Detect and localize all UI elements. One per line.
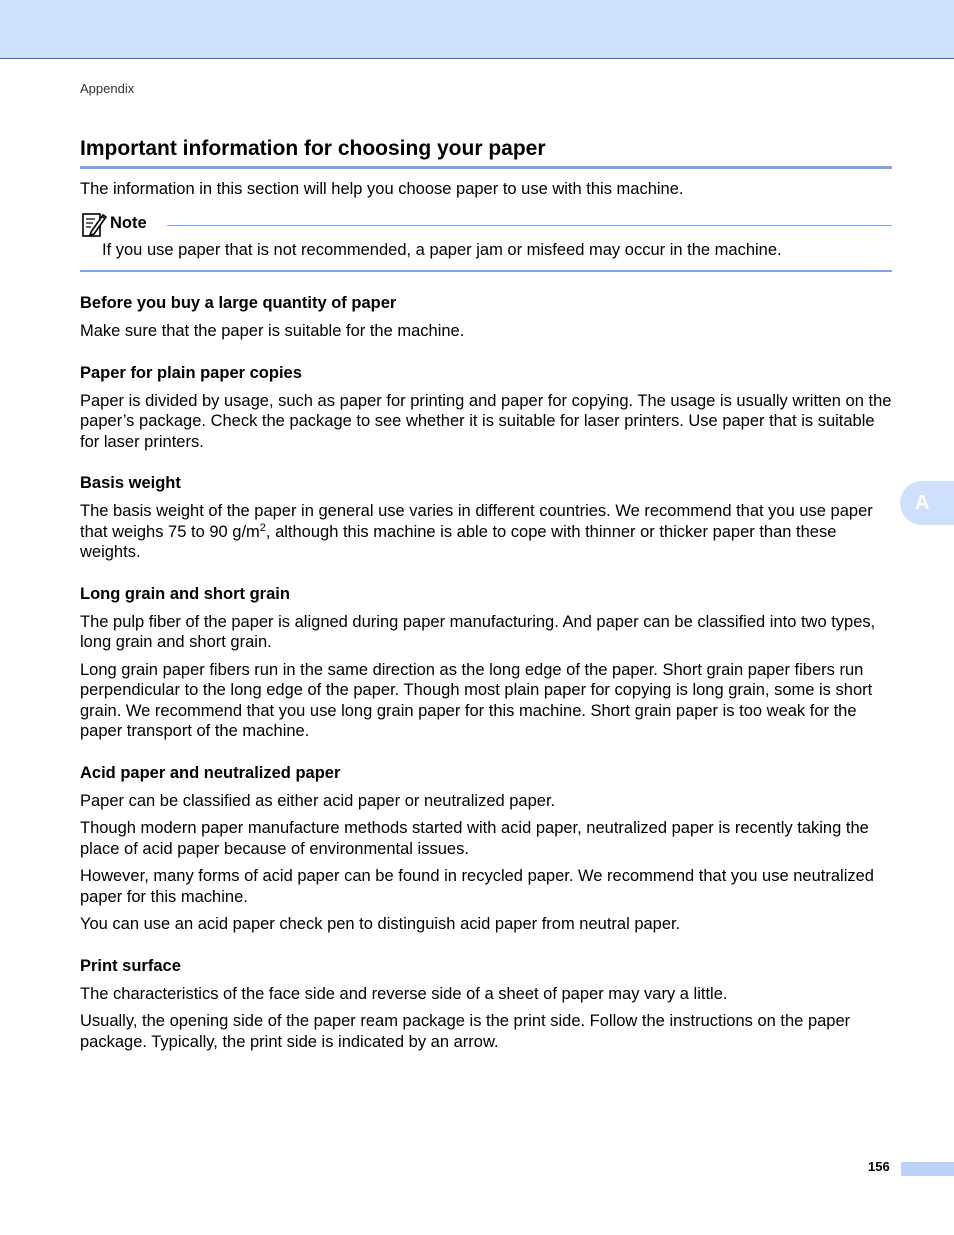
section-paragraph: However, many forms of acid paper can be found in recycled paper. We recommend that you use neutralized paper for this machine. [80, 867, 874, 906]
note-pencil-icon [80, 210, 108, 238]
section-paragraph: The pulp fiber of the paper is aligned during paper manufacturing. And paper can be classified into two types, long grain and short grain. [80, 612, 876, 651]
note-header [80, 208, 892, 240]
basis-text-after: , although this machine is able to cope with thinner or thicker paper than these weights. [80, 522, 837, 561]
section-heading: Paper for plain paper copies [80, 363, 302, 382]
note-box [80, 208, 892, 273]
section-paragraph: The characteristics of the face side and reverse side of a sheet of paper may vary a little. [80, 984, 728, 1003]
page-number-bar [901, 1162, 954, 1176]
page-number: 156 [868, 1159, 890, 1174]
note-divider [167, 225, 892, 226]
section-paragraph: Usually, the opening side of the paper ream package is the print side. Follow the instructions on the paper package. Typically, the print side is indicated by an arrow. [80, 1012, 851, 1051]
section-paragraph: Though modern paper manufacture methods started with acid paper, neutralized paper is recently taking the place of acid paper because of environmental issues. [80, 819, 869, 858]
section-paragraph: Paper can be classified as either acid paper or neutralized paper. [80, 791, 556, 810]
basis-text-before: The basis weight of the paper in general use varies in different countries. We recommend that you use paper that weighs 75 to 90 g/m [80, 502, 873, 541]
main-content [80, 179, 892, 1059]
header-band [0, 0, 954, 59]
intro-text: The information in this section will help you choose paper to use with this machine. [80, 180, 684, 198]
appendix-side-tab [900, 481, 954, 525]
side-tab-label: A [915, 491, 930, 514]
section-heading: Long grain and short grain [80, 584, 290, 603]
section-paragraph: Make sure that the paper is suitable for the machine. [80, 322, 465, 340]
section-paragraph: Paper is divided by usage, such as paper for printing and paper for copying. The usage is usually written on the paper’s package. Check the package to see whether it is suitable for laser printers. Use paper that is suitable for laser printers. [80, 391, 892, 451]
section-paragraph: You can use an acid paper check pen to distinguish acid paper from neutral paper. [80, 915, 681, 933]
note-text: If you use paper that is not recommended, a paper jam or misfeed may occur in the machine. [102, 240, 782, 259]
superscript: 2 [259, 521, 266, 534]
breadcrumb: Appendix [80, 81, 135, 96]
note-label: Note [110, 214, 147, 233]
section-heading: Before you buy a large quantity of paper [80, 294, 397, 312]
section-heading: Acid paper and neutralized paper [80, 763, 341, 782]
section-paragraph [80, 501, 892, 563]
section-heading: Basis weight [80, 474, 181, 492]
section-heading: Print surface [80, 956, 181, 975]
section-paragraph: Long grain paper fibers run in the same direction as the long edge of the paper. Short grain paper fibers run perpendicular to the long edge of the paper. Though most plain paper for copying is long grain, some is short grain. We recommend that you use long grain paper for this machine. Short grain paper is too weak for the paper transport of the machine. [80, 660, 873, 740]
page-title: Important information for choosing your paper [80, 136, 892, 169]
